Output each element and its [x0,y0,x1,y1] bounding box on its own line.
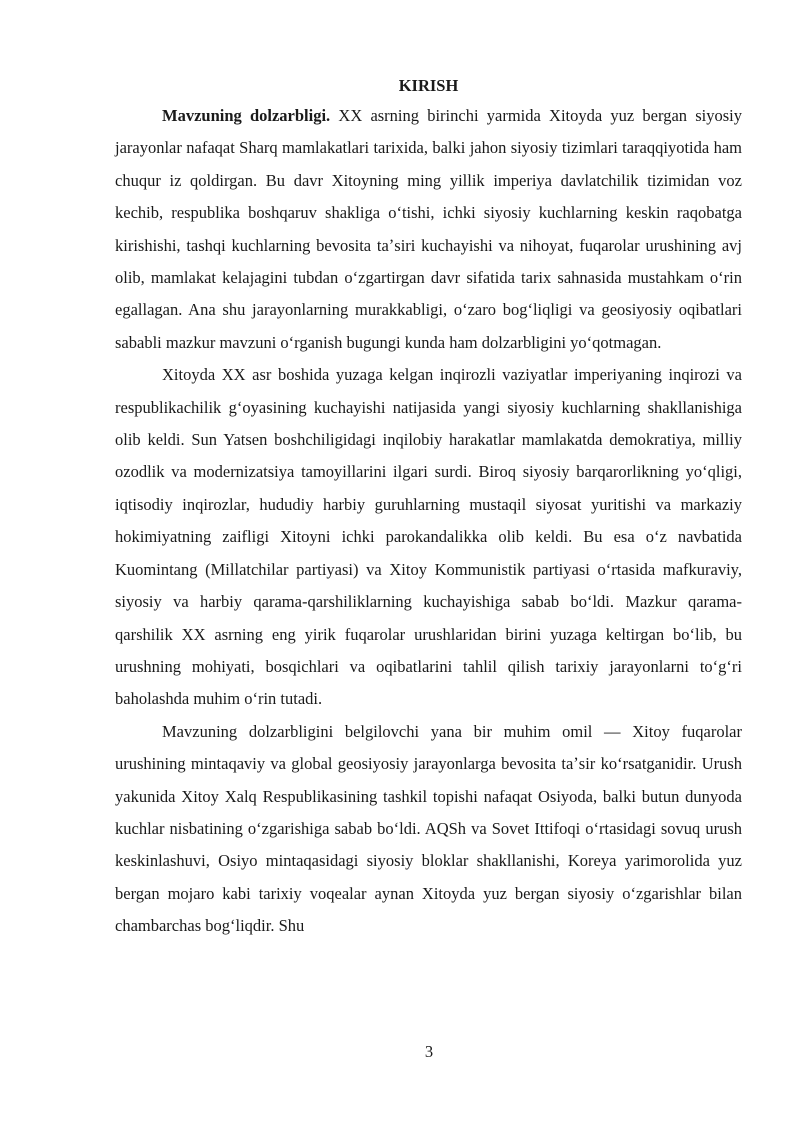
section-heading: KIRISH [398,76,459,95]
paragraph-text: Xitoyda XX asr boshida yuzaga kelgan inqirozli vaziyatlar imperiyaning inqirozi va respublikachilik gʻoyasining kuchayishi natijasida yangi siyosiy kuchlarning shakllanishiga olib keldi. Sun Yatsen boshchiligidagi inqilobiy harakatlar mamlakatda demokratiya, milliy ozodlik va modernizatsiya tamoyillarini ilgari surdi. Biroq siyosiy barqarorlikning yoʻqligi, iqtisodiy inqirozlar, hududiy harbiy guruhlarning mustaqil siyosat yuritishi va markaziy hokimiyatning zaifligi Xitoyni ichki parokandalikka olib keldi. Bu esa oʻz navbatida Kuomintang (Millatchilar partiyasi) va Xitoy Kommunistik partiyasi oʻrtasida mafkuraviy, siyosiy va harbiy qarama-qarshiliklarning kuchayishiga sabab boʻldi. Mazkur qarama-qarshilik XX asrning eng yirik fuqarolar urushlaridan birini yuzaga keltirgan boʻlib, bu urushning mohiyati, bosqichlari va oqibatlarini tahlil qilish tarixiy jarayonlarni toʻgʻri baholashda muhim oʻrin tutadi. [115,365,742,709]
paragraph-2 [115,359,742,715]
paragraph-lead: Mavzuning dolzarbligi. [162,106,331,125]
paragraph-3 [115,716,742,943]
page-number: 3 [424,1042,434,1061]
paragraph-text: Mavzuning dolzarbligini belgilovchi yana bir muhim omil — Xitoy fuqarolar urushining mintaqaviy va global geosiyosiy jarayonlarga bevosita taʼsir koʻrsatganidir. Urush yakunida Xitoy Xalq Respublikasining tashkil topishi nafaqat Osiyoda, balki butun dunyoda kuchlar nisbatining oʻzgarishiga sabab boʻldi. AQSh va Sovet Ittifoqi oʻrtasidagi sovuq urush keskinlashuvi, Osiyo mintaqasidagi siyosiy bloklar shakllanishi, Koreya yarimorolida yuz bergan mojaro kabi tarixiy voqealar aynan Xitoyda yuz bergan siyosiy oʻzgarishlar bilan chambarchas bogʻliqdir. Shu [115,721,742,936]
document-page [115,76,742,943]
paragraph-1 [115,100,742,359]
paragraph-text: XX asrning birinchi yarmida Xitoyda yuz bergan siyosiy jarayonlar nafaqat Sharq mamlakatlari tarixida, balki jahon siyosiy tizimlari taraqqiyotida ham chuqur iz qoldirgan. Bu davr Xitoyning ming yillik imperiya davlatchilik tizimidan voz kechib, respublika boshqaruv shakliga oʻtishi, ichki siyosiy kuchlarning keskin raqobatga kirishishi, tashqi kuchlarning bevosita taʼsiri kuchayishi va nihoyat, fuqarolar urushining avj olib, mamlakat kelajagini tubdan oʻzgartirgan davr sifatida tarix sahnasida mustahkam oʻrin egallagan. Ana shu jarayonlarning murakkabligi, oʻzaro bogʻliqligi va geosiyosiy oqibatlari sababli mazkur mavzuni oʻrganish bugungi kunda ham dolzarbligini yoʻqotmagan. [115,106,742,352]
